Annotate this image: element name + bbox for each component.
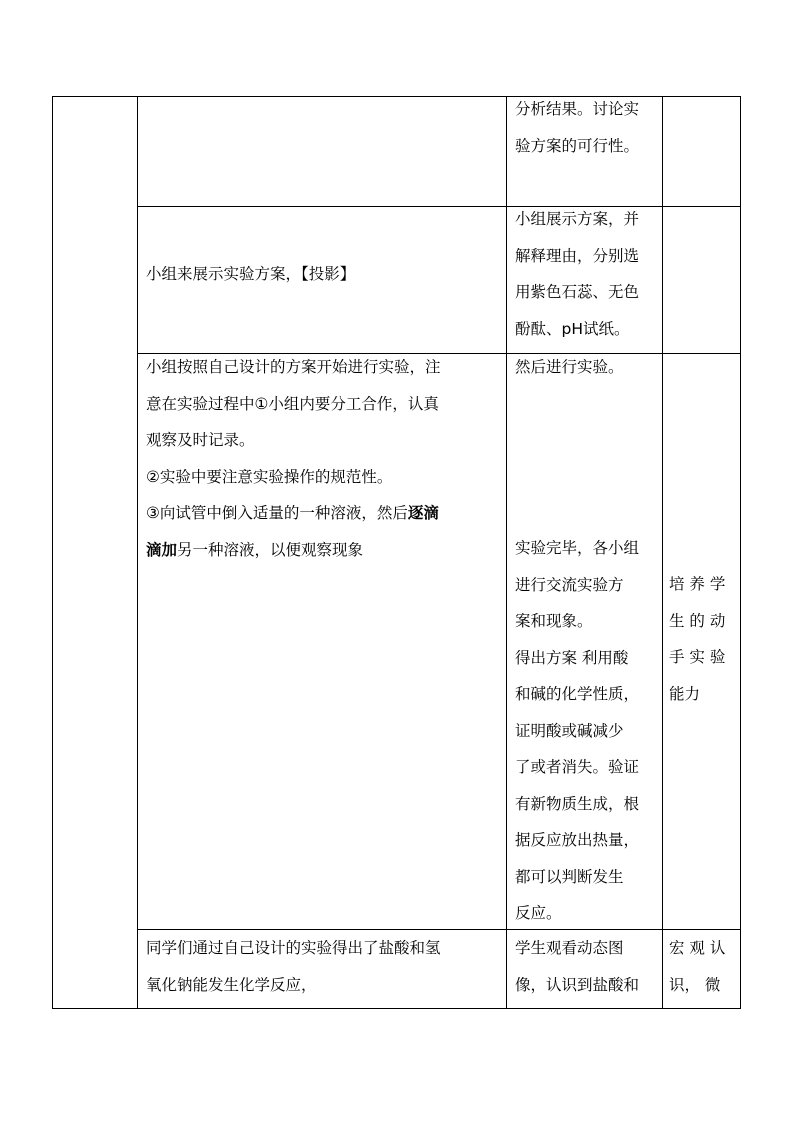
text-line: 分析结果。讨论实 <box>515 100 640 118</box>
row3-teacher-cell <box>146 349 504 568</box>
text-line: 手 实 验 <box>669 648 726 666</box>
row2-teacher-cell <box>146 256 504 293</box>
table-bottom-border <box>52 1008 741 1009</box>
text-line: 培 养 学 <box>669 575 726 593</box>
text-line: 用紫色石蕊、无色 <box>515 283 640 301</box>
text-line: 然后进行实验。 <box>515 358 624 376</box>
row4-student-cell <box>515 930 660 1003</box>
bold-text: 逐滴 <box>407 504 439 522</box>
row3-student-cell <box>515 530 660 932</box>
text-line: 反应。 <box>515 904 562 922</box>
column-divider-1 <box>137 96 138 1009</box>
text-line: 进行交流实验方 <box>515 575 624 594</box>
text-line: 能力 <box>669 684 701 703</box>
row3-student-cell-top <box>515 349 660 386</box>
text-line: 小组来展示实验方案，【投影】 <box>146 265 356 283</box>
text-line: 证明酸或碱减少 <box>515 721 624 740</box>
text-line: 意在实验过程中①小组内要分工合作，认真 <box>146 394 439 413</box>
row3-intent-cell <box>669 566 735 712</box>
column-divider-3 <box>662 96 663 1009</box>
text-line: 像，认识到盐酸和 <box>515 975 640 994</box>
text-line: 同学们通过自己设计的实验得出了盐酸和氢 <box>146 939 441 957</box>
row1-student-cell <box>515 91 660 164</box>
text-line: 和碱的化学性质， <box>515 685 640 703</box>
text-line: 验方案的可行性。 <box>515 136 640 155</box>
text-line: 氧化钠能发生化学反应， <box>146 975 317 994</box>
row2-student-cell <box>515 201 660 347</box>
text-line: 宏 观 认 <box>669 939 726 957</box>
text-line: 学生观看动态图 <box>515 939 624 957</box>
text-line: 识， 微 <box>669 975 721 994</box>
text-line: 小组展示方案，并 <box>515 210 640 228</box>
text-line: 生 的 动 <box>669 611 726 630</box>
table-right-border <box>740 96 741 1009</box>
table-left-border <box>52 96 53 1009</box>
text-line: ②实验中要注意实验操作的规范性。 <box>146 467 393 486</box>
text-segment: 另一种溶液，以便观察现象 <box>177 540 364 559</box>
bold-text: 滴加 <box>146 540 178 559</box>
text-line <box>146 495 504 532</box>
text-line: 了或者消失。验证 <box>515 758 640 776</box>
text-line: 有新物质生成，根 <box>515 794 640 813</box>
text-segment: ③向试管中倒入适量的一种溶液，然后 <box>146 504 408 522</box>
text-line: 实验完毕，各小组 <box>515 539 640 557</box>
text-line: 案和现象。 <box>515 612 593 630</box>
row4-intent-cell <box>669 930 735 1003</box>
text-line: 观察及时记录。 <box>146 431 255 449</box>
text-line: 酚酞、pH试纸。 <box>515 319 630 338</box>
row4-teacher-cell <box>146 930 504 1003</box>
text-line: 解释理由，分别选 <box>515 246 640 265</box>
text-line: 据反应放出热量， <box>515 831 640 849</box>
text-line: 都可以判断发生 <box>515 867 624 886</box>
text-line: 小组按照自己设计的方案开始进行实验，注 <box>146 358 441 376</box>
text-line: 得出方案 利用酸 <box>515 648 629 667</box>
text-line <box>146 532 504 569</box>
column-divider-2 <box>506 96 507 1009</box>
